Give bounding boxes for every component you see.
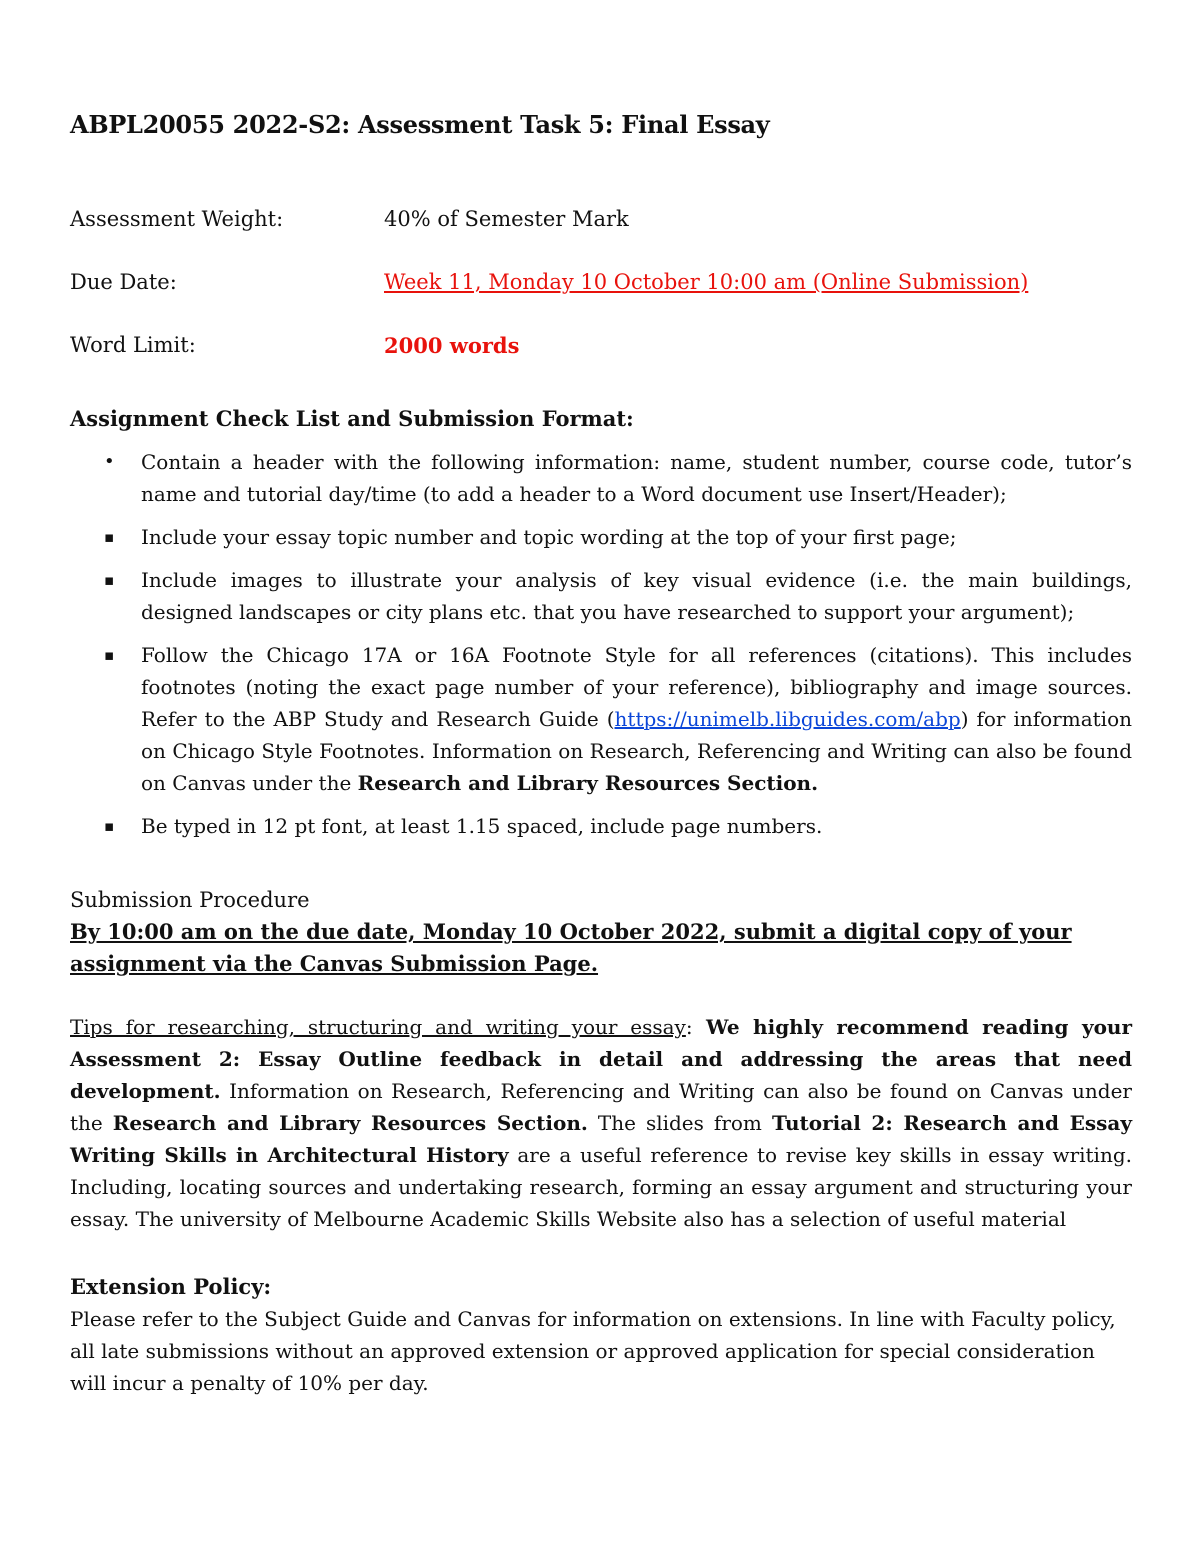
bullet-icon: ▪ <box>104 646 115 664</box>
list-item-text: Include images to illustrate your analysis of key visual evidence (i.e. the main buildings, designed landscapes or city plans etc. that you have researched to support your argument); <box>141 568 1132 624</box>
abp-guide-link[interactable]: https://unimelb.libguides.com/abp <box>614 707 961 731</box>
due-date-value: Week 11, Monday 10 October 10:00 am (Online Submission) <box>384 270 1029 294</box>
list-item-text: ) for information on Chicago Style Footnotes. Information on Research, Referencing and Writing can also be found on Canvas under the <box>141 707 1132 795</box>
word-limit-value: 2000 words <box>384 333 520 358</box>
tips-tutorial-name: Tutorial 2: Research and Essay Writing Skills in Architectural History <box>70 1111 1132 1167</box>
list-item-text: Contain a header with the following information: name, student number, course code, tutor’s name and tutorial day/time (to add a header to a Word document use Insert/Header); <box>141 450 1132 506</box>
list-item-text: Include your essay topic number and topic wording at the top of your first page; <box>141 525 957 549</box>
document-page <box>70 0 1132 1553</box>
tips-resources-section: Research and Library Resources Section. <box>112 1111 588 1135</box>
tips-colon: : <box>685 1015 693 1039</box>
list-item <box>70 446 1132 510</box>
list-item <box>70 639 1132 799</box>
checklist-heading: Assignment Check List and Submission Format: <box>70 406 634 431</box>
tips-text: Information on Research, Referencing and Writing can also be found on Canvas under the <box>70 1079 1132 1135</box>
bullet-icon: ▪ <box>104 571 115 589</box>
list-item <box>70 564 1132 628</box>
tips-section <box>70 1011 1132 1235</box>
word-limit-label: Word Limit: <box>70 333 196 357</box>
bullet-icon: ▪ <box>104 817 115 835</box>
list-item <box>70 810 1132 842</box>
tips-text: are a useful reference to revise key skills in essay writing. Including, locating sources and undertaking research, forming an essay argument and structuring your essay. The university of Melbourne Academic Skills Website also has a selection of useful material <box>70 1143 1132 1231</box>
submission-heading: Submission Procedure <box>70 888 310 912</box>
due-date-label: Due Date: <box>70 270 177 294</box>
extension-body: Please refer to the Subject Guide and Canvas for information on extensions. In line with Faculty policy, all late submissions without an approved extension or approved application for special consideration will incur a penalty of 10% per day. <box>70 1307 1116 1395</box>
weight-value: 40% of Semester Mark <box>384 207 629 231</box>
list-item-text: Follow the Chicago 17A or 16A Footnote Style for all references (citations). This includes footnotes (noting the exact page number of your reference), bibliography and image sources. Refer to the ABP Study and Research Guide ( <box>141 643 1132 731</box>
tips-label: Tips for researching, structuring and writing your essay <box>70 1015 686 1039</box>
tips-text: The slides from <box>587 1111 772 1135</box>
submission-section <box>70 884 1132 980</box>
resources-section-name: Research and Library Resources Section. <box>357 771 819 795</box>
bullet-icon: • <box>104 451 115 472</box>
tips-intro: We highly recommend reading your Assessment 2: Essay Outline feedback in detail and addressing the areas that need development. <box>70 1015 1132 1103</box>
list-item-text: Be typed in 12 pt font, at least 1.15 spaced, include page numbers. <box>141 814 823 838</box>
extension-section <box>70 1271 1132 1399</box>
bullet-icon: ▪ <box>104 528 115 546</box>
extension-heading: Extension Policy: <box>70 1274 272 1299</box>
checklist <box>70 446 1132 853</box>
page-title: ABPL20055 2022-S2: Assessment Task 5: Final Essay <box>70 110 770 139</box>
weight-label: Assessment Weight: <box>70 207 284 231</box>
list-item <box>70 521 1132 553</box>
submission-instruction: By 10:00 am on the due date, Monday 10 October 2022, submit a digital copy of your assignment via the Canvas Submission Page. <box>70 919 1072 976</box>
